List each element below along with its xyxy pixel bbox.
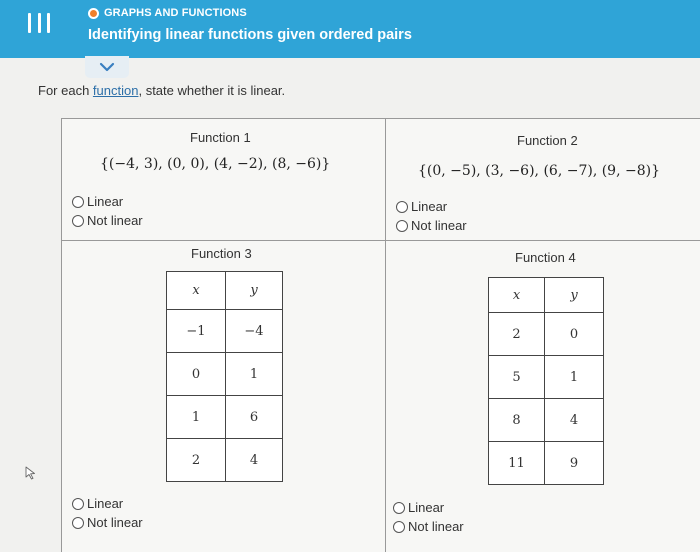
option-label: Linear [411,199,448,214]
table-row [167,439,283,482]
table-cell-x: 2 [167,439,226,482]
option-label: Not linear [411,218,467,233]
radio-icon[interactable] [72,196,84,208]
function-3-table [166,271,283,482]
radio-icon[interactable] [72,517,84,529]
table-cell-x: 8 [489,399,545,442]
menu-icon[interactable] [28,13,50,35]
function-1-option-linear[interactable] [72,192,143,211]
function-3-option-linear[interactable] [72,494,143,513]
function-4-table [488,277,604,485]
function-3-option-not-linear[interactable] [72,513,143,532]
function-2-option-not-linear[interactable] [396,216,467,235]
table-cell-y: 4 [545,399,604,442]
function-4-option-not-linear[interactable] [393,517,464,536]
table-row [167,353,283,396]
topic-row [88,7,247,19]
table-cell-y: 0 [545,313,604,356]
table-row [489,442,604,485]
option-label: Not linear [87,515,143,530]
function-2-set: {(0, −5), (3, −6), (6, −7), (9, −8)} [418,163,660,179]
function-1-set: {(−4, 3), (0, 0), (4, −2), (8, −6)} [100,156,331,172]
table-cell-x: 11 [489,442,545,485]
function-2-option-linear[interactable] [396,197,467,216]
topic-label: GRAPHS AND FUNCTIONS [104,7,247,19]
table-cell-y: 9 [545,442,604,485]
radio-icon[interactable] [72,215,84,227]
prompt-text-before: For each [38,83,93,98]
function-1-title: Function 1 [190,130,251,145]
table-cell-x: −1 [167,310,226,353]
function-4-option-linear[interactable] [393,498,464,517]
option-label: Linear [408,500,445,515]
lesson-title: Identifying linear functions given ordered pairs [88,27,412,43]
table-row [167,396,283,439]
radio-icon[interactable] [393,502,405,514]
radio-icon[interactable] [396,220,408,232]
option-label: Not linear [87,213,143,228]
table-cell-x: 5 [489,356,545,399]
function-4-options [393,498,464,536]
radio-icon[interactable] [72,498,84,510]
table-header-row [489,278,604,313]
function-1-option-not-linear[interactable] [72,211,143,230]
option-label: Linear [87,194,124,209]
topic-status-icon [88,8,99,19]
function-2-options [396,197,467,235]
expand-toggle[interactable] [85,56,129,78]
prompt-text-after: , state whether it is linear. [138,83,286,98]
mouse-cursor-icon [25,466,37,480]
table-cell-y: 4 [226,439,283,482]
function-glossary-link[interactable]: function [92,83,139,98]
function-4-title: Function 4 [515,250,576,265]
question-prompt [38,83,285,98]
grid-divider-vertical [385,118,386,552]
table-header-x: x [489,278,545,313]
function-3-title: Function 3 [191,246,252,261]
radio-icon[interactable] [396,201,408,213]
table-header-y: y [545,278,604,313]
table-cell-y: 1 [226,353,283,396]
table-cell-x: 0 [167,353,226,396]
function-1-options [72,192,143,230]
option-label: Not linear [408,519,464,534]
table-row [167,310,283,353]
table-header-row [167,272,283,310]
table-header-x: x [167,272,226,310]
function-2-title: Function 2 [517,133,578,148]
radio-icon[interactable] [393,521,405,533]
chevron-down-icon [99,62,115,72]
option-label: Linear [87,496,124,511]
table-row [489,356,604,399]
table-header-y: y [226,272,283,310]
table-row [489,313,604,356]
function-3-options [72,494,143,532]
header-bar [0,0,700,58]
table-cell-y: −4 [226,310,283,353]
table-cell-y: 6 [226,396,283,439]
table-row [489,399,604,442]
table-cell-x: 1 [167,396,226,439]
table-cell-y: 1 [545,356,604,399]
grid-divider-horizontal [61,240,700,241]
functions-grid [61,118,700,552]
table-cell-x: 2 [489,313,545,356]
